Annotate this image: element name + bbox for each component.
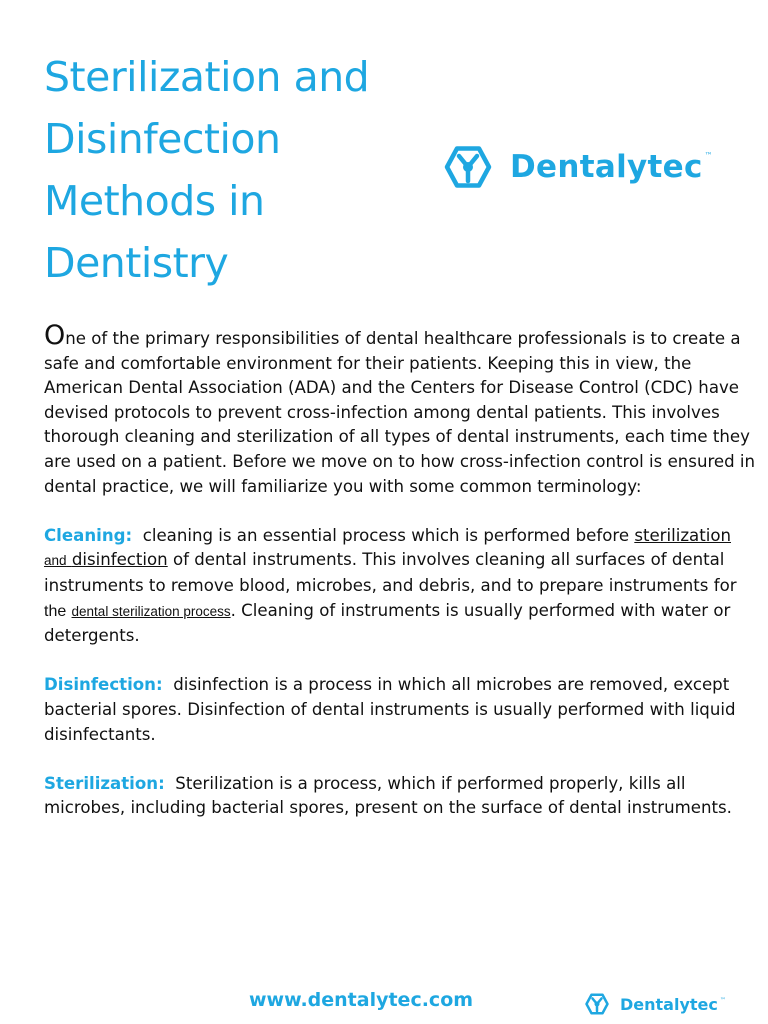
dentalytec-logo-icon [444,143,492,191]
cleaning-term: Cleaning: [44,525,133,545]
dental-sterilization-process-link[interactable]: dental sterilization process [71,603,231,619]
disinfection-definition: Disinfection: disinfection is a process in which all microbes are removed, except bacterial spores. Disinfection of dental instruments is usually performed with liquid disinfectants. [44,675,736,744]
footer-brand-logo [585,992,726,1016]
sterilization-and-disinfection-link[interactable]: sterilization and disinfection [44,525,731,570]
dentalytec-logo-icon [585,992,609,1016]
sterilization-term: Sterilization: [44,773,165,793]
brand-logo [444,141,713,193]
drop-cap: O [44,320,66,351]
trademark-symbol: ™ [704,151,713,160]
disinfection-term: Disinfection: [44,675,163,695]
intro-paragraph [44,320,756,499]
intro-text: ne of the primary responsibilities of dental healthcare professionals is to create a safe and comfortable environment for their patients. Keeping this in view, the American Dental Association (ADA) and the Centers for Disease Control (CDC) have devised protocols to prevent cross-infection among dental patients. This involves thorough cleaning and sterilization of all types of dental instruments, each time they are used on a patient. Before we move on to how cross-infection control is ensured in dental practice, we will familiarize you with some common terminology: [44,329,756,496]
page-title: Sterilization and Disinfection Methods in Dentistry [44,53,370,287]
article-body [44,320,756,821]
cleaning-definition: Cleaning: cleaning is an essential process which is performed before sterilization and disinfection of dental instruments. This involves cleaning all surfaces of dental instruments to remove blood, microbes, and debris, and to prepare instruments for the dental sterilization process. Cleaning of instruments is usually performed with water or detergents. [44,525,737,646]
footer-trademark-symbol: ™ [719,996,726,1004]
sterilization-definition: Sterilization: Sterilization is a process, which if performed properly, kills all microbes, including bacterial spores, present on the surface of dental instruments. [44,773,732,818]
footer-brand-name: Dentalytec ™ [620,994,726,1014]
footer-website-link[interactable]: www.dentalytec.com [249,989,474,1011]
brand-name: Dentalytec ™ [510,149,713,185]
